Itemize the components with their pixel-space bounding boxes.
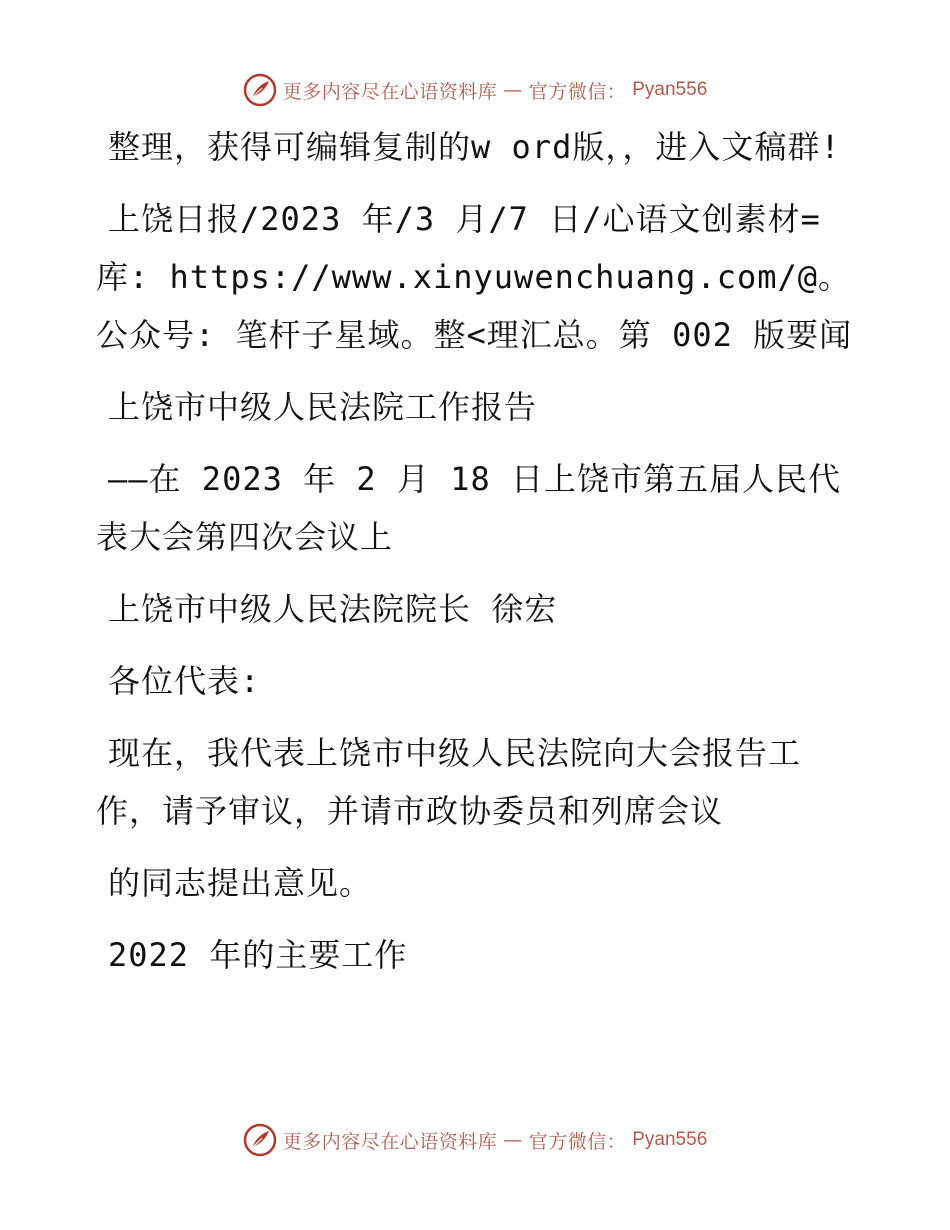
footer-banner-dash: — bbox=[503, 1129, 523, 1151]
feather-pen-logo-icon bbox=[243, 73, 277, 107]
header-banner-inner bbox=[243, 73, 708, 107]
footer-wechat-id: Pyan556 bbox=[632, 1129, 708, 1150]
paragraph-opening-cont: 的同志提出意见。 bbox=[108, 864, 373, 902]
feather-pen-logo-icon bbox=[243, 1123, 277, 1157]
header-banner bbox=[0, 70, 950, 110]
report-author: 上饶市中级人民法院院长 徐宏 bbox=[108, 590, 558, 628]
paragraph-opening: 现在，我代表上饶市中级人民法院向大会报告工作，请予审议，并请市政协委员和列席会议 bbox=[96, 734, 802, 830]
header-wechat-id: Pyan556 bbox=[632, 79, 708, 100]
document-body bbox=[96, 118, 856, 998]
salutation: 各位代表: bbox=[108, 662, 261, 700]
paragraph-intro-note: 整理，获得可编辑复制的w ord版，，进入文稿群! bbox=[108, 128, 841, 166]
footer-banner bbox=[0, 1120, 950, 1160]
paragraph-source-info: 上饶日报/2023 年/3 月/7 日/心语文创素材=库: https://www.xinyuwenchuang.com/@。公众号: 笔杆子星域。整<理汇总。第 002 版要闻 bbox=[96, 200, 853, 354]
report-subtitle: ——在 2023 年 2 月 18 日上饶市第五届人民代表大会第四次会议上 bbox=[96, 460, 841, 556]
footer-banner-inner bbox=[243, 1123, 708, 1157]
report-title: 上饶市中级人民法院工作报告 bbox=[108, 388, 538, 426]
header-wechat-label: 官方微信： bbox=[528, 80, 627, 103]
footer-wechat-label: 官方微信： bbox=[528, 1130, 627, 1153]
header-banner-dash: — bbox=[503, 79, 523, 101]
header-banner-text: 更多内容尽在心语资料库 bbox=[282, 80, 498, 103]
section-heading: 2022 年的主要工作 bbox=[108, 936, 408, 974]
footer-banner-text: 更多内容尽在心语资料库 bbox=[282, 1130, 498, 1153]
